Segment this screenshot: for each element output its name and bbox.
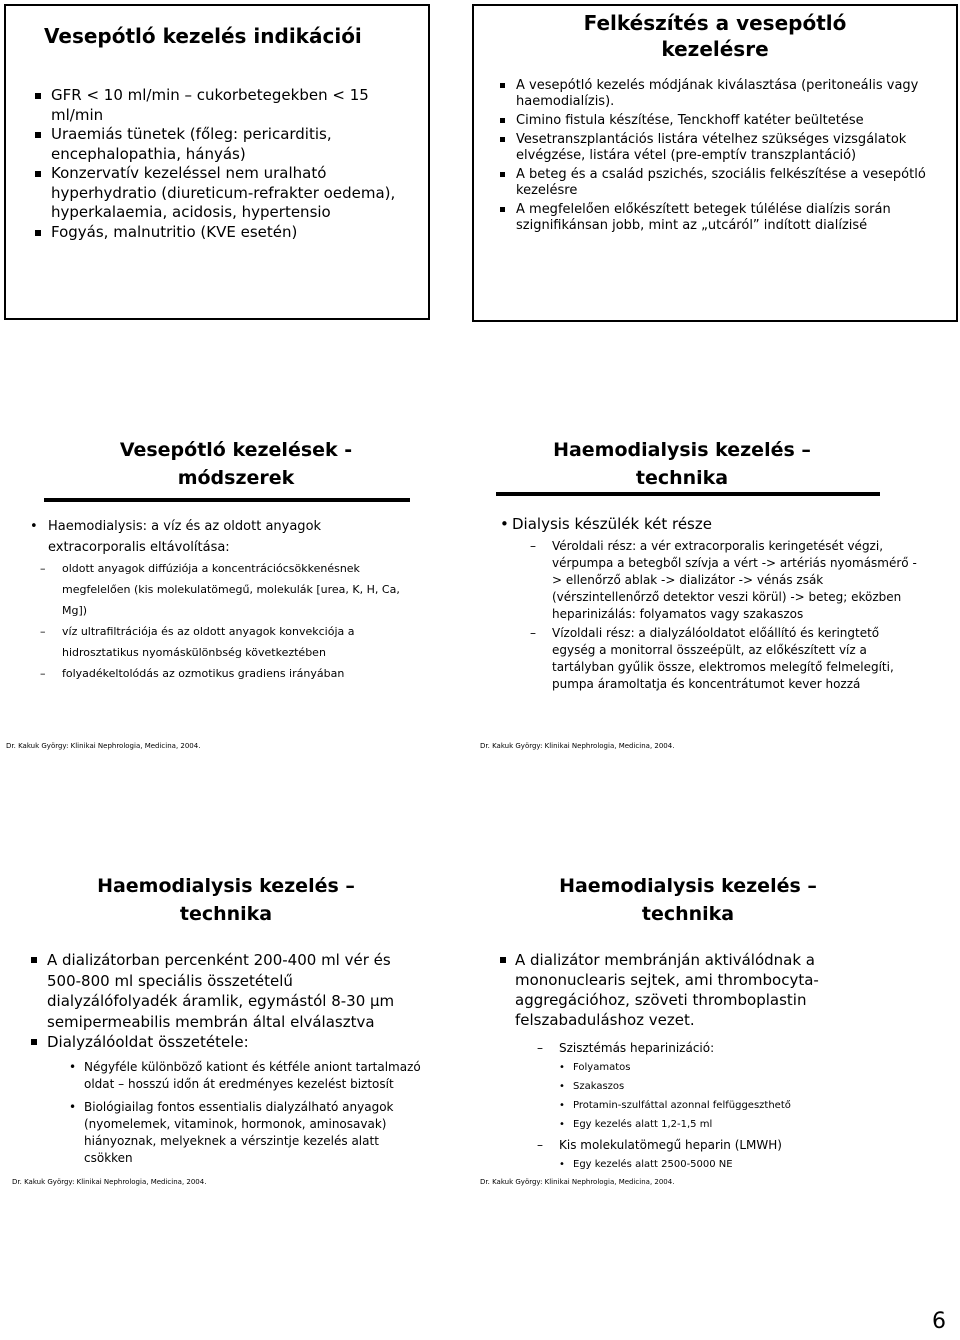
list-item-text: Dialysis készülék két része [512,515,712,533]
sub-sub-list-item: • Egy kezelés alatt 2500-5000 NE [559,1158,910,1172]
source-citation: Dr. Kakuk György: Klinikai Nephrologia, Medicina, 2004. [6,742,201,750]
sub-sub-list-item: • Egy kezelés alatt 1,2-1,5 ml [559,1118,910,1132]
list-item: Cimino fistula készítése, Tenckhoff katéter beültetése [500,113,940,129]
slide-title [36,436,436,492]
sub-list [47,1059,422,1167]
slide-title-line2: technika [641,903,735,925]
sub-list-item-text: Szisztémás heparinizáció: [559,1041,715,1055]
bullet-list [500,78,940,237]
slide-title: Vesepótló kezelés indikációi [44,24,362,48]
slide-title-line1: Haemodialysis kezelés – [553,439,811,461]
slide-title-line2: technika [635,467,729,489]
list-item: A megfelelően előkészített betegek túlélése dialízis során szignifikánsan jobb, mint az „utcáról” indított dialízisé [500,202,940,234]
sub-list-item: – folyadékeltolódás az ozmotikus gradiens irányában [36,663,416,684]
source-citation: Dr. Kakuk György: Klinikai Nephrologia, Medicina, 2004. [480,1178,675,1186]
title-divider [44,498,410,502]
page-number: 6 [932,1309,946,1334]
slide-title-line2: módszerek [177,467,295,489]
slide-modszerek [4,436,430,756]
sub-list-item [515,1040,910,1132]
sub-list-item: • Biológiailag fontos essentialis dialyzálható anyagok (nyomelemek, vitaminok, hormonok, aminosavak) hiányoznak, melyeknek a vérszintje kezelés alatt csökken [47,1099,422,1167]
bullet-list [500,950,910,1177]
sub-list-item: – Vízoldali rész: a dialyzálóoldatot előállító és keringtető egység a monitorral összeépült, az előkészített víz a tartályban gyűlik össze, elektromos melegítő felmelegíti, pumpa áramoltatja és koncentrátumot kever hozzá [526,625,922,693]
list-item-text: Haemodialysis: a víz és az oldott anyagok extracorporalis eltávolítása: [48,519,322,555]
list-item: A vesepótló kezelés módjának kiválasztása (peritoneális vagy haemodialízis). [500,78,940,110]
list-item: A beteg és a család pszichés, szociális felkészítése a vesepótló kezelésre [500,167,940,199]
slide-technika-1 [472,436,958,756]
slide-technika-3 [472,866,958,1194]
sub-sub-list [559,1061,910,1132]
slide-title-line2: kezelésre [661,37,769,61]
sub-list-item: • Négyféle különböző kationt és kétféle aniont tartalmazó oldat – hosszú időn át eredményes kezelést biztosít [47,1059,422,1093]
slide-title [36,872,416,928]
source-citation: Dr. Kakuk György: Klinikai Nephrologia, Medicina, 2004. [12,1178,207,1186]
sub-sub-list-item: • Szakaszos [559,1080,910,1094]
slide-title-line1: Haemodialysis kezelés – [97,875,355,897]
list-item: Uraemiás tünetek (főleg: pericarditis, encephalopathia, hányás) [34,125,414,164]
sub-sub-list-item: • Folyamatos [559,1061,910,1075]
bullet-list [512,514,922,695]
sub-list [48,558,416,684]
slide-title [472,872,904,928]
sub-list-item [515,1137,910,1172]
slide-technika-2 [4,866,430,1194]
slide-title-line2: technika [179,903,273,925]
bullet-list [30,950,422,1173]
sub-list-item: – oldott anyagok diffúziója a koncentrációcsökkenésnek megfelelően (kis molekulatömegű, molekulák [urea, K, H, Ca, Mg]) [36,558,416,621]
sub-list-item-text: Kis molekulatömegű heparin (LMWH) [559,1138,782,1152]
slide-title [474,10,956,62]
list-item [36,516,416,684]
title-divider [496,492,880,496]
slide-felkeszites [472,4,958,322]
bullet-list [34,86,414,242]
slide-title-line1: Felkészítés a vesepótló [583,11,847,35]
source-citation: Dr. Kakuk György: Klinikai Nephrologia, Medicina, 2004. [480,742,675,750]
sub-sub-list-item: • Protamin-szulfáttal azonnal felfüggeszthető [559,1099,910,1113]
bullet-list [36,516,416,684]
sub-sub-list [559,1158,910,1172]
slide-title-line1: Vesepótló kezelések - [119,439,353,461]
list-item [500,950,910,1172]
slide-title-line1: Haemodialysis kezelés – [559,875,817,897]
sub-list [526,538,922,693]
list-item: Vesetranszplantációs listára vételhez szükséges vizsgálatok elvégzése, listára vétel (pre-emptív transzplantáció) [500,132,940,164]
list-item: Konzervatív kezeléssel nem uralható hyperhydratio (diureticum-refrakter oedema), hyperkalaemia, acidosis, hypertensio [34,164,414,223]
list-item: GFR < 10 ml/min – cukorbetegekben < 15 ml/min [34,86,414,125]
list-item: Fogyás, malnutritio (KVE esetén) [34,223,414,243]
slide-indikaciok [4,4,430,320]
list-item [30,1032,422,1167]
list-item-text: A dializátor membránján aktiválódnak a mononuclearis sejtek, ami thrombocyta-aggregációhoz, szöveti thromboplastin felszabaduláshoz vezet. [515,951,819,1029]
list-item-text: Dialyzálóoldat összetétele: [47,1033,249,1051]
sub-list-item: – víz ultrafiltrációja és az oldott anyagok konvekciója a hidrosztatikus nyomáskülönbség következtében [36,621,416,663]
list-item [512,514,922,693]
sub-list [515,1040,910,1172]
list-item: A dializátorban percenként 200-400 ml vér és 500-800 ml speciális összetételű dialyzálófolyadék áramlik, egymástól 8-30 µm semipermeabilis membrán által elválasztva [30,950,422,1032]
sub-list-item: – Véroldali rész: a vér extracorporalis keringetését végzi, vérpumpa a betegből szívja a vért -> artériás nyomásmérő -> ellenőrző ablak -> dializátor -> vénás zsák (vérszintellenőrző detektor veszi körül) -> beteg; eközben heparinizálás: folyamatos vagy szakaszos [526,538,922,623]
slide-title [472,436,892,492]
